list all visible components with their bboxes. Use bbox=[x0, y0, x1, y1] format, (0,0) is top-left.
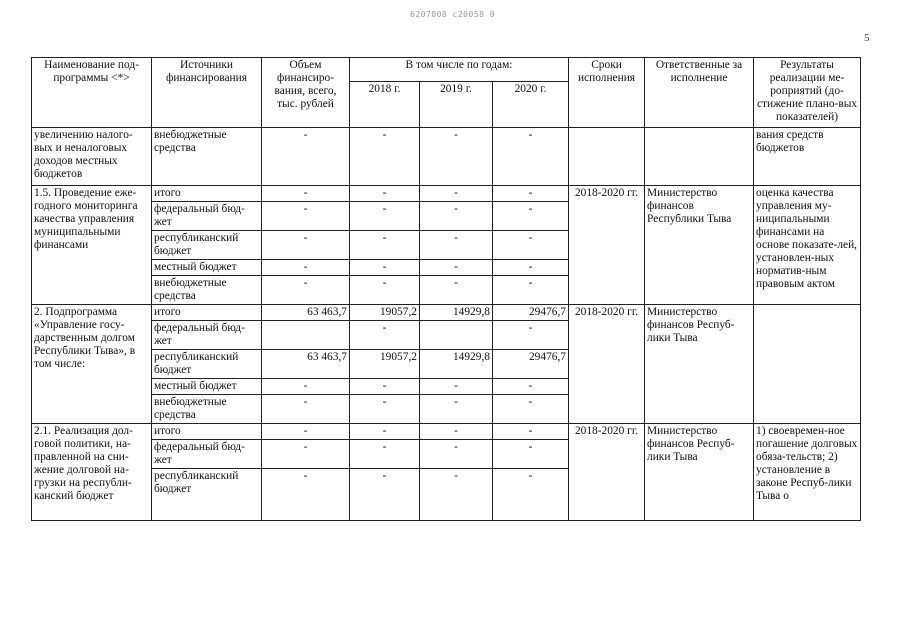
amount-2018: - bbox=[350, 440, 420, 469]
execution-terms: 2018-2020 гг. bbox=[569, 305, 645, 424]
funding-source: республиканский бюджет bbox=[152, 350, 262, 379]
responsible-party: Министерство финансов Респуб-лики Тыва bbox=[645, 305, 754, 424]
amount-2018: - bbox=[350, 231, 420, 260]
amount-2020: - bbox=[493, 276, 569, 305]
funding-source: внебюджетные средства bbox=[152, 395, 262, 424]
responsible-party bbox=[645, 128, 754, 186]
amount-total: 63 463,7 bbox=[262, 305, 350, 321]
subprogram-name: 2. Подпрограмма «Управление госу-дарственным долгом Республики Тыва», в том числе: bbox=[32, 305, 152, 424]
funding-source: федеральный бюд-жет bbox=[152, 440, 262, 469]
amount-total: - bbox=[262, 395, 350, 424]
result-description: оценка качества управления му-ниципальными финансами на основе показате-лей, установлен-ных норматив-ным правовым актом bbox=[754, 186, 861, 305]
amount-2020: - bbox=[493, 202, 569, 231]
document-stamp: 6207008 с20058 0 bbox=[410, 10, 496, 19]
amount-2019: - bbox=[420, 231, 493, 260]
amount-2018: - bbox=[350, 424, 420, 440]
amount-2020: - bbox=[493, 440, 569, 469]
amount-total: - bbox=[262, 202, 350, 231]
amount-2019: - bbox=[420, 469, 493, 521]
header-by-years: В том числе по годам: bbox=[350, 58, 569, 82]
amount-2018: - bbox=[350, 186, 420, 202]
amount-2020: - bbox=[493, 231, 569, 260]
amount-2018: 19057,2 bbox=[350, 350, 420, 379]
funding-source: внебюджетные средства bbox=[152, 128, 262, 186]
amount-2019: - bbox=[420, 202, 493, 231]
responsible-party: Министерство финансов Республики Тыва bbox=[645, 186, 754, 305]
amount-2019: - bbox=[420, 379, 493, 395]
amount-2019: - bbox=[420, 260, 493, 276]
funding-source: федеральный бюд-жет bbox=[152, 321, 262, 350]
amount-2019: - bbox=[420, 276, 493, 305]
table-body bbox=[32, 128, 861, 521]
funding-source: местный бюджет bbox=[152, 379, 262, 395]
amount-2019: - bbox=[420, 395, 493, 424]
header-year-2020: 2020 г. bbox=[493, 82, 569, 128]
program-table bbox=[31, 57, 861, 521]
amount-total: - bbox=[262, 186, 350, 202]
amount-2020: - bbox=[493, 424, 569, 440]
page-number: 5 bbox=[864, 32, 870, 44]
amount-total: - bbox=[262, 424, 350, 440]
amount-total: 63 463,7 bbox=[262, 350, 350, 379]
subprogram-name: 1.5. Проведение еже-годного мониторинга качества управления муниципальными финансами bbox=[32, 186, 152, 305]
table-header bbox=[32, 58, 861, 128]
funding-source: республиканский бюджет bbox=[152, 469, 262, 521]
amount-2019: 14929,8 bbox=[420, 305, 493, 321]
amount-2020: 29476,7 bbox=[493, 305, 569, 321]
header-year-2018: 2018 г. bbox=[350, 82, 420, 128]
result-description: 1) своевремен-ное погашение долговых обяза-тельств; 2) установление в законе Респуб-лики Тыва о bbox=[754, 424, 861, 521]
amount-2019: 14929,8 bbox=[420, 350, 493, 379]
funding-source: итого bbox=[152, 186, 262, 202]
amount-2019 bbox=[420, 321, 493, 350]
result-description bbox=[754, 305, 861, 424]
header-results: Результаты реализации ме-роприятий (до-стижение плано-вых показателей) bbox=[754, 58, 861, 128]
amount-total: - bbox=[262, 231, 350, 260]
execution-terms: 2018-2020 гг. bbox=[569, 424, 645, 521]
subprogram-name: 2.1. Реализация дол-говой политики, на-правленной на сни-жение долговой на-грузки на республи-канский бюджет bbox=[32, 424, 152, 521]
amount-total: - bbox=[262, 469, 350, 521]
header-volume: Объем финансиро-вания, всего, тыс. рублей bbox=[262, 58, 350, 128]
amount-2018: - bbox=[350, 202, 420, 231]
amount-total: - bbox=[262, 276, 350, 305]
amount-2018: - bbox=[350, 321, 420, 350]
amount-2020: - bbox=[493, 186, 569, 202]
header-responsible: Ответственные за исполнение bbox=[645, 58, 754, 128]
execution-terms bbox=[569, 128, 645, 186]
amount-2020: - bbox=[493, 469, 569, 521]
amount-2018: - bbox=[350, 276, 420, 305]
amount-2018: - bbox=[350, 260, 420, 276]
amount-2019: - bbox=[420, 440, 493, 469]
amount-total bbox=[262, 321, 350, 350]
header-source: Источники финансирования bbox=[152, 58, 262, 128]
amount-total: - bbox=[262, 440, 350, 469]
amount-2020: - bbox=[493, 395, 569, 424]
amount-2018: - bbox=[350, 379, 420, 395]
responsible-party: Министерство финансов Респуб-лики Тыва bbox=[645, 424, 754, 521]
amount-2020: - bbox=[493, 260, 569, 276]
table-row bbox=[32, 424, 861, 440]
header-terms: Сроки исполнения bbox=[569, 58, 645, 128]
funding-source: итого bbox=[152, 305, 262, 321]
amount-2018: - bbox=[350, 395, 420, 424]
funding-source: внебюджетные средства bbox=[152, 276, 262, 305]
funding-source: федеральный бюд-жет bbox=[152, 202, 262, 231]
table-row bbox=[32, 305, 861, 321]
amount-2018: 19057,2 bbox=[350, 305, 420, 321]
amount-total: - bbox=[262, 379, 350, 395]
subprogram-name: увеличению налого-вых и неналоговых доходов местных бюджетов bbox=[32, 128, 152, 186]
header-year-2019: 2019 г. bbox=[420, 82, 493, 128]
execution-terms: 2018-2020 гг. bbox=[569, 186, 645, 305]
amount-2018: - bbox=[350, 128, 420, 186]
amount-total: - bbox=[262, 260, 350, 276]
amount-2020: - bbox=[493, 321, 569, 350]
amount-2020: 29476,7 bbox=[493, 350, 569, 379]
funding-source: итого bbox=[152, 424, 262, 440]
table-row bbox=[32, 186, 861, 202]
amount-2018: - bbox=[350, 469, 420, 521]
funding-source: республиканский бюджет bbox=[152, 231, 262, 260]
amount-2019: - bbox=[420, 424, 493, 440]
funding-source: местный бюджет bbox=[152, 260, 262, 276]
header-name: Наименование под-программы <*> bbox=[32, 58, 152, 128]
amount-2020: - bbox=[493, 128, 569, 186]
result-description: вания средств бюджетов bbox=[754, 128, 861, 186]
amount-2019: - bbox=[420, 128, 493, 186]
amount-2019: - bbox=[420, 186, 493, 202]
amount-total: - bbox=[262, 128, 350, 186]
table-row bbox=[32, 128, 861, 186]
amount-2020: - bbox=[493, 379, 569, 395]
